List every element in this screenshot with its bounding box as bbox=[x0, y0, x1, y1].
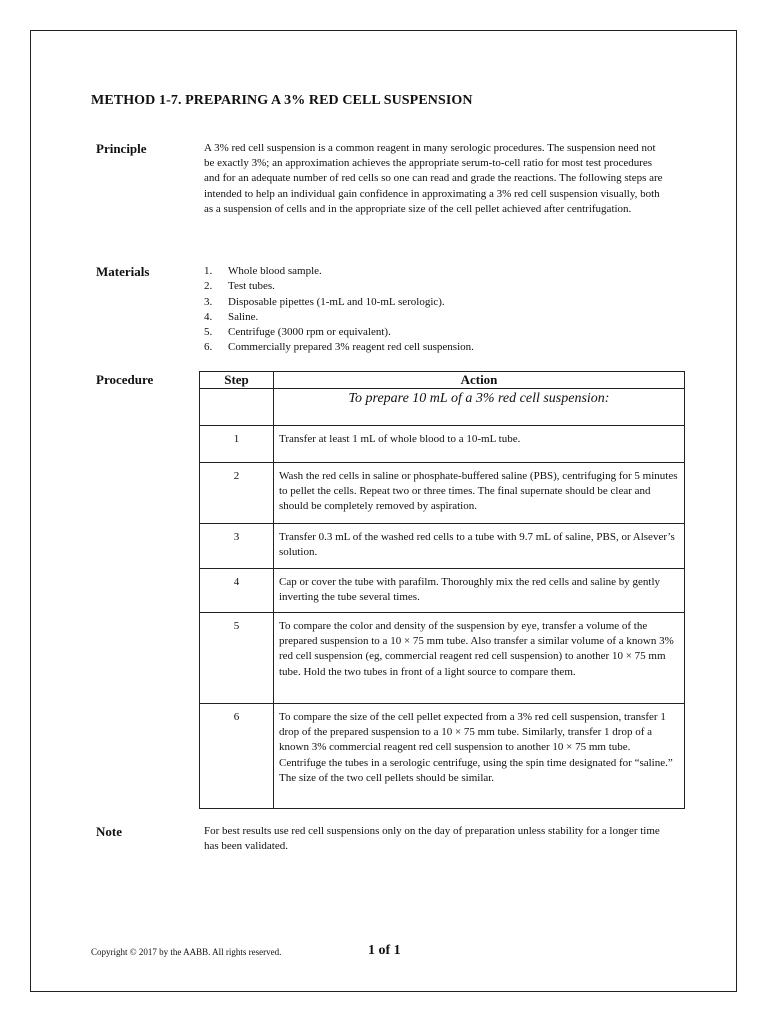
table-row bbox=[200, 524, 685, 569]
table-row bbox=[200, 613, 685, 704]
step-column-header: Step bbox=[200, 372, 274, 389]
list-item bbox=[204, 295, 474, 310]
document-title: METHOD 1-7. PREPARING A 3% RED CELL SUSPENSION bbox=[91, 93, 473, 108]
step-cell: 3 bbox=[200, 524, 274, 569]
step-cell bbox=[200, 389, 274, 426]
table-row bbox=[200, 463, 685, 524]
action-cell: To compare the color and density of the suspension by eye, transfer a volume of the prepared suspension to a 10 × 75 mm tube. Also transfer a similar volume of a known 3% red cell suspension (eg, commercial reagent red cell suspension) to another 10 × 75 mm tube. Hold the two tubes in front of a light source to compare them. bbox=[274, 613, 685, 704]
page-number: 1 of 1 bbox=[368, 943, 401, 958]
note-label: Note bbox=[96, 824, 122, 839]
materials-label: Materials bbox=[96, 264, 150, 279]
list-number: 5. bbox=[204, 326, 213, 339]
action-cell: Cap or cover the tube with parafilm. Thoroughly mix the red cells and saline by gently inverting the tube several times. bbox=[274, 569, 685, 613]
table-row bbox=[200, 569, 685, 613]
principle-label: Principle bbox=[96, 141, 147, 156]
list-number: 2. bbox=[204, 280, 213, 293]
materials-list bbox=[204, 264, 474, 356]
list-item bbox=[204, 310, 474, 325]
list-text: Saline. bbox=[228, 310, 259, 323]
list-text: Test tubes. bbox=[228, 280, 275, 293]
list-item bbox=[204, 279, 474, 294]
action-cell: Transfer 0.3 mL of the washed red cells to a tube with 9.7 mL of saline, PBS, or Alsever’s solution. bbox=[274, 524, 685, 569]
list-item bbox=[204, 264, 474, 279]
procedure-subheading: To prepare 10 mL of a 3% red cell suspension: bbox=[274, 389, 685, 426]
table-row bbox=[200, 389, 685, 426]
list-number: 4. bbox=[204, 310, 213, 323]
action-cell: Transfer at least 1 mL of whole blood to a 10-mL tube. bbox=[274, 426, 685, 463]
list-text: Commercially prepared 3% reagent red cell suspension. bbox=[228, 341, 474, 354]
step-cell: 1 bbox=[200, 426, 274, 463]
action-cell: Wash the red cells in saline or phosphate-buffered saline (PBS), centrifuging for 5 minutes to pellet the cells. Repeat two or three times. The final supernate should be clear and should be completely removed by aspiration. bbox=[274, 463, 685, 524]
list-item bbox=[204, 340, 474, 355]
table-header-row bbox=[200, 372, 685, 389]
step-cell: 4 bbox=[200, 569, 274, 613]
table-row bbox=[200, 426, 685, 463]
action-cell: To compare the size of the cell pellet expected from a 3% red cell suspension, transfer 1 drop of the prepared suspension to a 10 × 75 mm tube. Similarly, transfer 1 drop of a known 3% commercial reagent red cell suspension to another 10 × 75 mm tube. Centrifuge the tubes in a serologic centrifuge, using the spin time designated for “saline.” The size of the two cell pellets should be similar. bbox=[274, 704, 685, 809]
step-cell: 6 bbox=[200, 704, 274, 809]
list-text: Disposable pipettes (1-mL and 10-mL serologic). bbox=[228, 295, 445, 308]
step-cell: 5 bbox=[200, 613, 274, 704]
list-number: 3. bbox=[204, 295, 213, 308]
table-row bbox=[200, 704, 685, 809]
list-number: 6. bbox=[204, 341, 213, 354]
step-cell: 2 bbox=[200, 463, 274, 524]
action-column-header: Action bbox=[274, 372, 685, 389]
list-text: Whole blood sample. bbox=[228, 265, 322, 277]
list-text: Centrifuge (3000 rpm or equivalent). bbox=[228, 326, 391, 339]
procedure-table bbox=[199, 371, 685, 809]
list-item bbox=[204, 325, 474, 340]
principle-text: A 3% red cell suspension is a common reagent in many serologic procedures. The suspension need not be exactly 3%; an approximation achieves the appropriate serum-to-cell ratio for most test procedures and for an adequate number of red cells so one can read and grade the reactions. The following steps are intended to help an individual gain confidence in approximating a 3% red cell suspension visually, both as a suspension of cells and in the appropriate size of the cell pellet achieved after centrifugation. bbox=[204, 142, 663, 215]
list-number: 1. bbox=[204, 265, 213, 277]
note-text: For best results use red cell suspensions only on the day of preparation unless stability for a longer time has been validated. bbox=[204, 825, 660, 853]
procedure-label: Procedure bbox=[96, 372, 154, 387]
footer-copyright: Copyright © 2017 by the AABB. All rights reserved. bbox=[91, 947, 282, 957]
